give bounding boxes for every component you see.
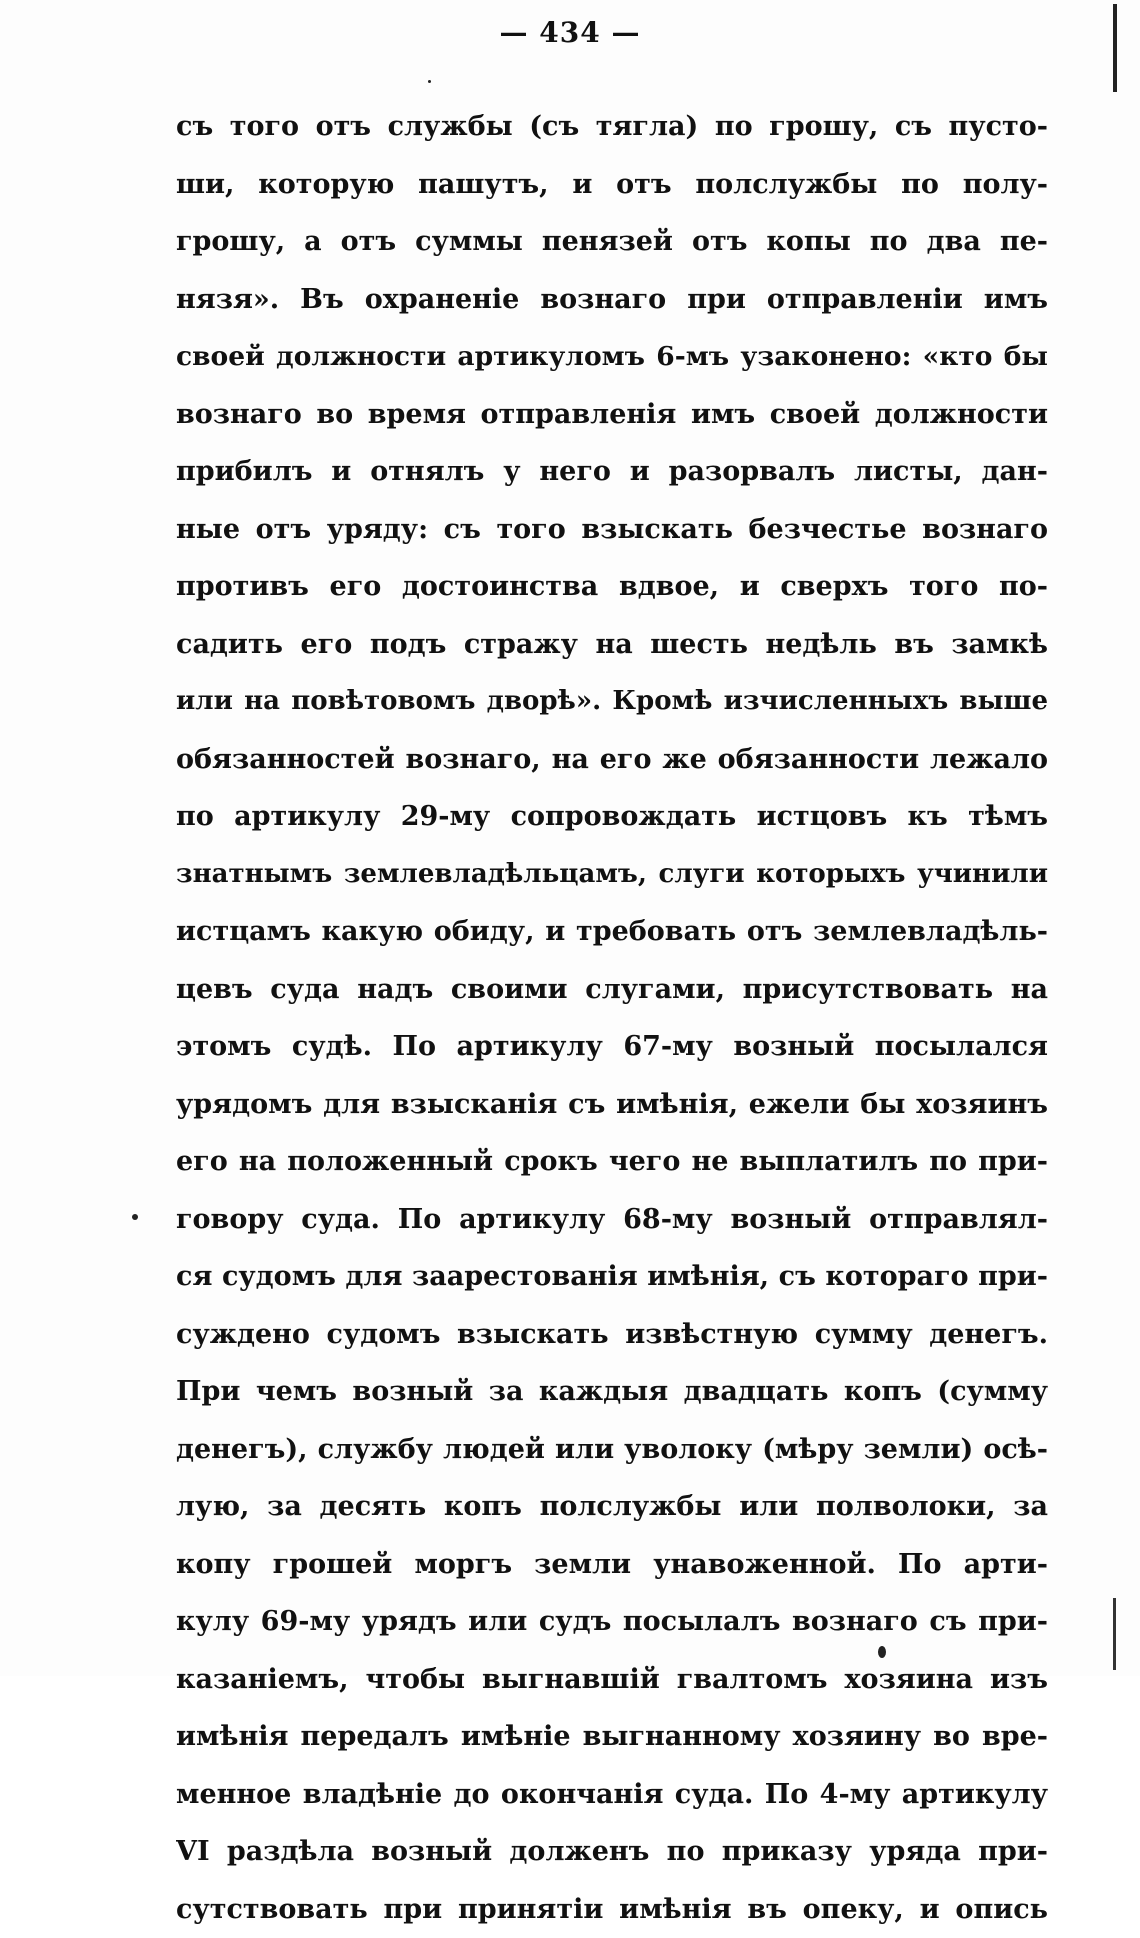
text-line: его на положенный срокъ чего не выплатилъ по при- (176, 1133, 1048, 1191)
body-text (176, 98, 1048, 1938)
text-line: нязя». Въ охраненіе вознаго при отправленіи имъ (176, 271, 1048, 329)
text-line: VI раздѣла возный долженъ по приказу уряда при- (176, 1823, 1048, 1881)
text-line: съ того отъ службы (съ тягла) по грошу, съ пусто- (176, 98, 1048, 156)
text-line: лую, за десять копъ полслужбы или полволоки, за (176, 1478, 1048, 1536)
ink-speck (132, 1214, 138, 1220)
text-line: урядомъ для взысканія съ имѣнія, ежели бы хозяинъ (176, 1076, 1048, 1134)
text-line: обязанностей вознаго, на его же обязанности лежало (176, 731, 1048, 789)
ink-speck (878, 1646, 886, 1658)
text-line: истцамъ какую обиду, и требовать отъ землевладѣль- (176, 903, 1048, 961)
text-line: суждено судомъ взыскать извѣстную сумму денегъ. (176, 1306, 1048, 1364)
text-line: грошу, а отъ суммы пенязей отъ копы по два пе- (176, 213, 1048, 271)
ink-speck (428, 80, 431, 83)
text-line: садить его подъ стражу на шесть недѣль въ замкѣ (176, 616, 1048, 674)
page-number: — 434 — (0, 16, 1140, 49)
text-line: ши, которую пашутъ, и отъ полслужбы по полу- (176, 156, 1048, 214)
text-line: этомъ судѣ. По артикулу 67-му возный посылался (176, 1018, 1048, 1076)
text-line: по артикулу 29-му сопровождать истцовъ къ тѣмъ (176, 788, 1048, 846)
text-line: казаніемъ, чтобы выгнавшій гвалтомъ хозяина изъ (176, 1651, 1048, 1709)
text-line: менное владѣніе до окончанія суда. По 4-му артикулу (176, 1766, 1048, 1824)
text-line: вознаго во время отправленія имъ своей должности (176, 386, 1048, 444)
text-line: противъ его достоинства вдвое, и сверхъ того по- (176, 558, 1048, 616)
text-line: говору суда. По артикулу 68-му возный отправлял- (176, 1191, 1048, 1249)
text-line: своей должности артикуломъ 6-мъ узаконено: «кто бы (176, 328, 1048, 386)
text-line: сутствовать при принятіи имѣнія въ опеку, и опись (176, 1881, 1048, 1938)
text-line: ся судомъ для заарестованія имѣнія, съ котораго при- (176, 1248, 1048, 1306)
text-line: копу грошей моргъ земли унавоженной. По арти- (176, 1536, 1048, 1594)
margin-rule (1113, 1598, 1116, 1670)
text-line: денегъ), службу людей или уволоку (мѣру земли) осѣ- (176, 1421, 1048, 1479)
text-line: ные отъ уряду: съ того взыскать безчестье вознаго (176, 501, 1048, 559)
text-line: кулу 69-му урядъ или судъ посылалъ вознаго съ при- (176, 1593, 1048, 1651)
text-line: или на повѣтовомъ дворѣ». Кромѣ изчисленныхъ выше (176, 673, 1048, 731)
text-line: прибилъ и отнялъ у него и разорвалъ листы, дан- (176, 443, 1048, 501)
text-line: имѣнія передалъ имѣніе выгнанному хозяину во вре- (176, 1708, 1048, 1766)
text-line: цевъ суда надъ своими слугами, присутствовать на (176, 961, 1048, 1019)
text-line: При чемъ возный за каждыя двадцать копъ (сумму (176, 1363, 1048, 1421)
text-line: знатнымъ землевладѣльцамъ, слуги которыхъ учинили (176, 846, 1048, 904)
